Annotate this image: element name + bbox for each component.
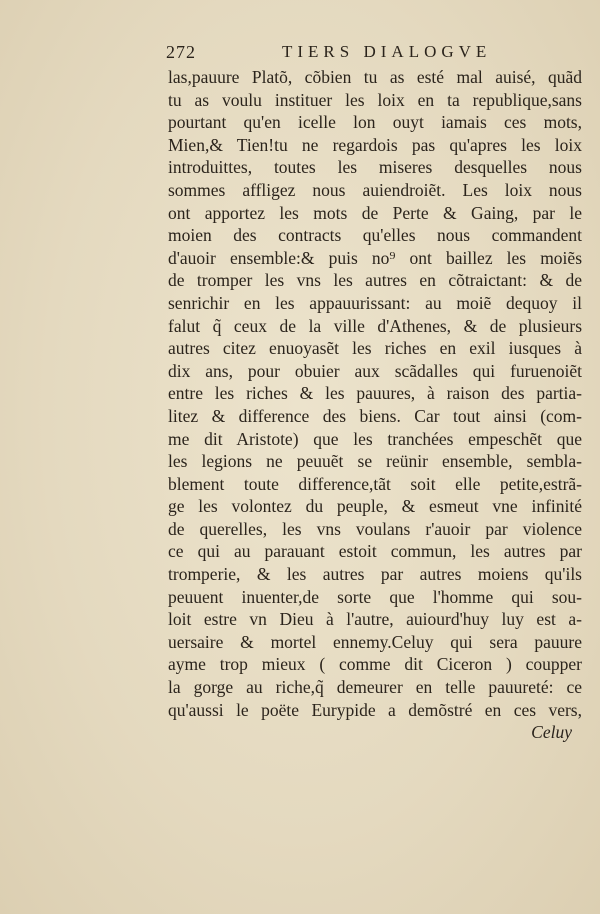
text-line: Mien,& Tien!tu ne regardois pas qu'apres les loix <box>168 134 582 155</box>
text-line: de querelles, les vns voulans r'auoir par violence <box>168 518 582 539</box>
text-line: falut q̃ ceux de la ville d'Athenes, & de plusieurs <box>168 315 582 336</box>
text-line: uersaire & mortel ennemy.Celuy qui sera pauure <box>168 631 582 652</box>
text-line: pourtant qu'en icelle lon ouyt iamais ces mots, <box>168 112 582 133</box>
text-line: peuuent inuenter,de sorte que l'homme qui sou- <box>168 586 582 607</box>
text-line: las,pauure Platõ, cõbien tu as esté mal auisé, quãd <box>168 67 582 87</box>
text-line: introduittes, toutes les miseres desquelles nous <box>168 157 582 178</box>
text-line: d'auoir ensemble:& puis no⁹ ont baillez les moiẽs <box>168 247 582 268</box>
text-line: senrichir en les appauurissant: au moiẽ dequoy il <box>168 292 582 313</box>
text-line: la gorge au riche,q̃ demeurer en telle pauureté: ce <box>168 677 582 698</box>
catchword: Celuy <box>531 722 572 743</box>
text-line: tu as voulu instituer les loix en ta republique,sans <box>168 89 582 110</box>
running-title: TIERS DIALOGVE <box>282 42 492 61</box>
text-line: les legions ne peuuẽt se reünir ensemble, sembla- <box>168 451 582 472</box>
text-line: loit estre vn Dieu à l'autre, auiourd'huy luy est a- <box>168 609 582 630</box>
text-line: blement toute difference,tãt soit elle petite,estrã- <box>168 473 582 494</box>
text-line: autres citez enuoyasẽt les riches en exil iusques à <box>168 338 582 359</box>
page-header <box>166 42 586 68</box>
text-line: ge les volontez du peuple, & esmeut vne infinité <box>168 496 582 517</box>
text-line: qu'aussi le poëte Eurypide a demõstré en ces vers, <box>168 699 582 720</box>
page-number: 272 <box>166 42 196 62</box>
text-line: ont apportez les mots de Perte & Gaing, par le <box>168 202 582 223</box>
text-line: tromperie, & les autres par autres moiens qu'ils <box>168 564 582 585</box>
text-line: me dit Aristote) que les tranchées empeschẽt que <box>168 428 582 449</box>
text-line: litez & difference des biens. Car tout ainsi (com- <box>168 405 582 426</box>
text-line: dix ans, pour obuier aux scãdalles qui furuenoiẽt <box>168 360 582 381</box>
text-line: ayme trop mieux ( comme dit Ciceron ) coupper <box>168 654 582 675</box>
text-line: moien des contracts qu'elles nous commandent <box>168 225 582 246</box>
text-line: ce qui au parauant estoit commun, les autres par <box>168 541 582 562</box>
text-line: sommes affligez nous auiendroiẽt. Les loix nous <box>168 179 582 200</box>
text-line: entre les riches & les pauures, à raison des partia- <box>168 383 582 404</box>
text-line: de tromper les vns les autres en cõtraictant: & de <box>168 270 582 291</box>
text-block <box>168 66 582 744</box>
